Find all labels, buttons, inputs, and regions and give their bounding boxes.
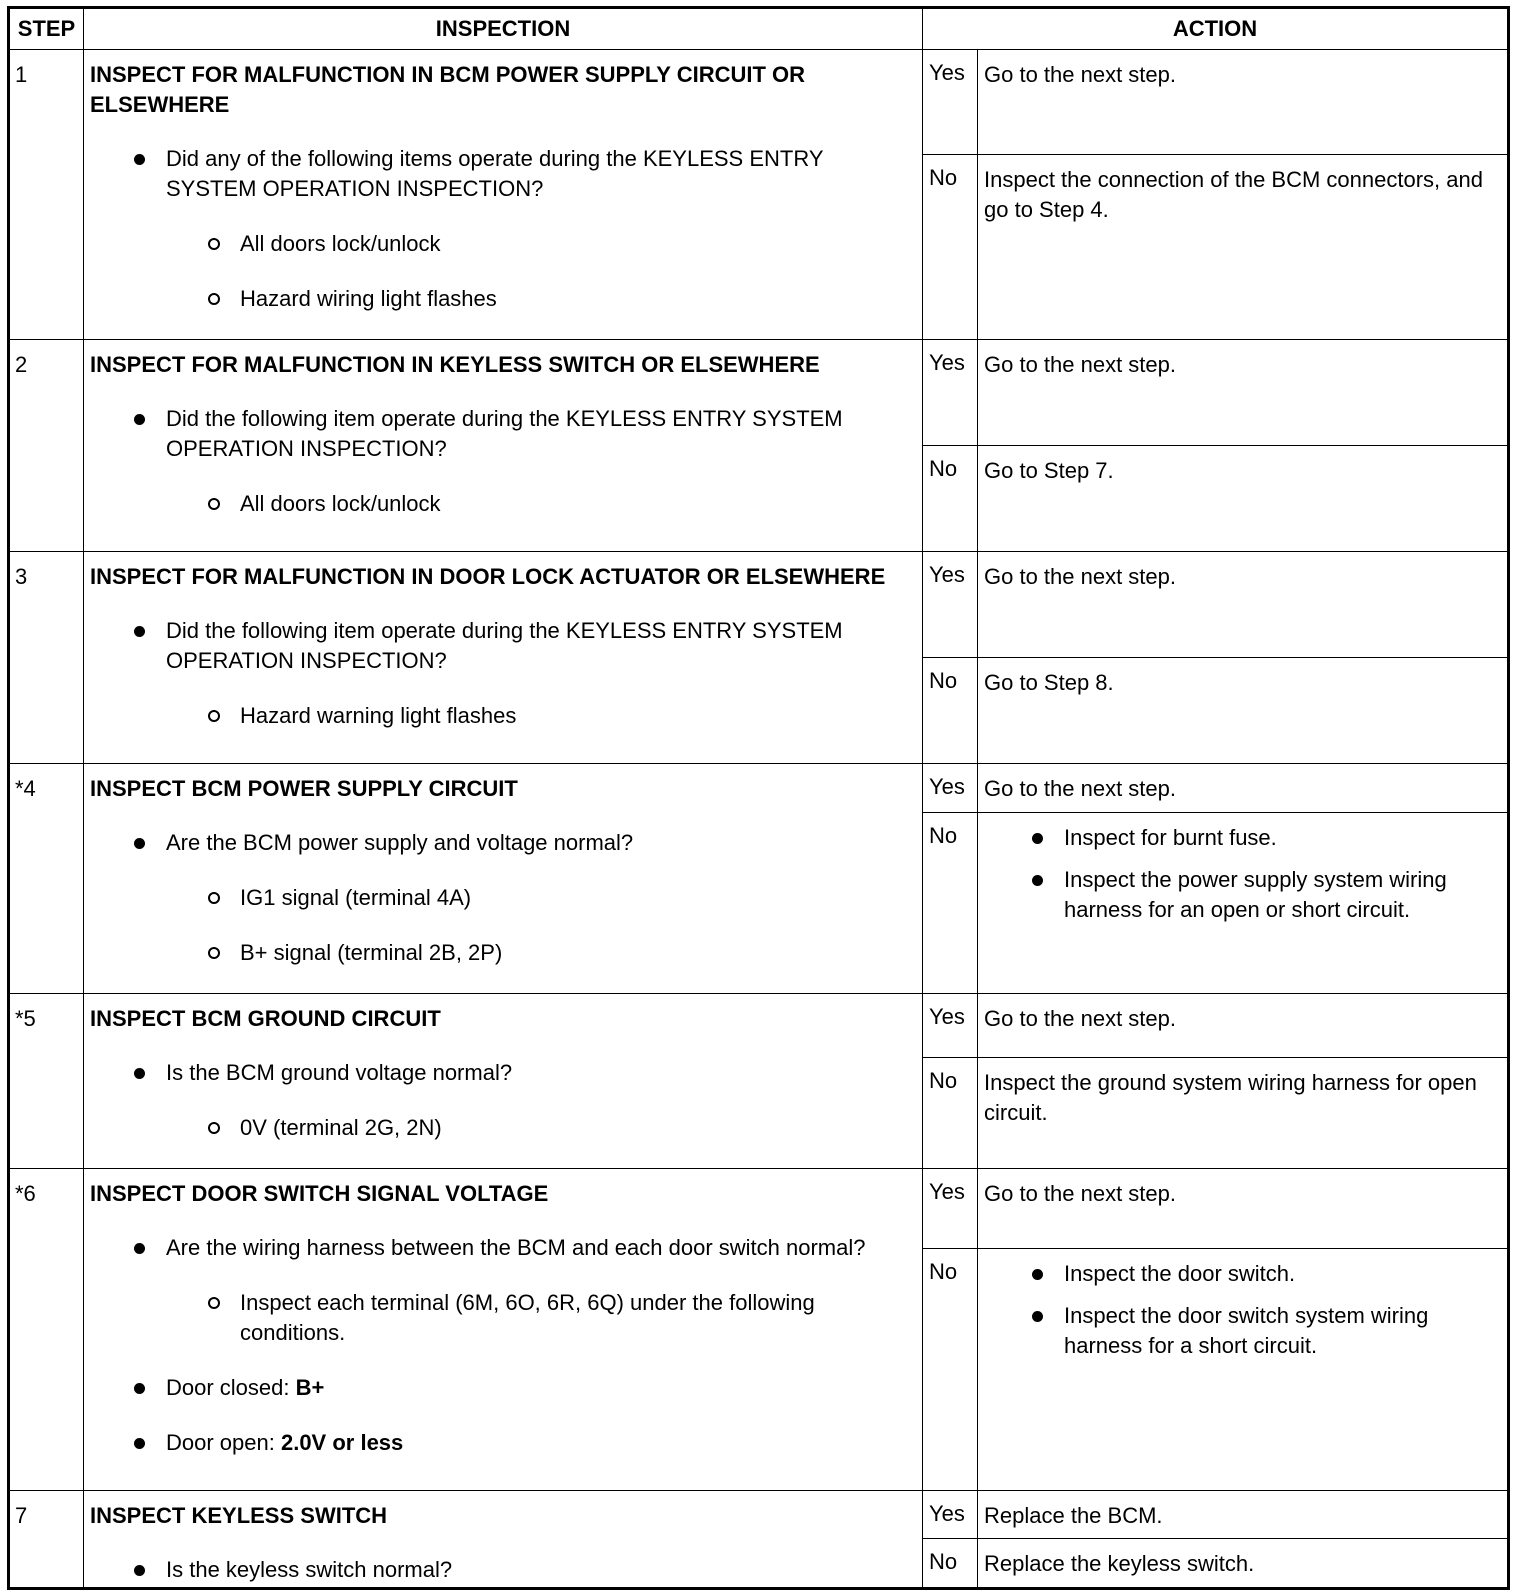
no-label: No [923,1249,978,1491]
inspection-question: Are the BCM power supply and voltage normal? [166,828,908,858]
yes-label: Yes [923,50,978,155]
no-label: No [923,658,978,764]
inspection-cell [84,50,923,340]
condition-door-closed [166,1373,908,1403]
yes-action: Go to the next step. [978,340,1509,446]
yes-action: Go to the next step. [978,1169,1509,1249]
yes-label: Yes [923,1491,978,1539]
inspection-subitem: Hazard wiring light flashes [240,284,908,314]
inspection-cell [84,764,923,994]
inspection-cell [84,994,923,1169]
table-row [9,1169,1509,1249]
yes-label: Yes [923,1169,978,1249]
yes-action: Go to the next step. [978,764,1509,813]
step-number: *5 [9,994,84,1169]
no-action: Inspect the connection of the BCM connectors, and go to Step 4. [978,155,1509,340]
no-action: Go to Step 8. [978,658,1509,764]
header-inspection: INSPECTION [84,8,923,50]
inspection-cell [84,1169,923,1491]
step-number: 3 [9,552,84,764]
no-label: No [923,155,978,340]
condition-value: B+ [295,1375,325,1400]
no-action [978,812,1509,993]
yes-action: Replace the BCM. [978,1491,1509,1539]
yes-action: Go to the next step. [978,50,1509,155]
no-action: Replace the keyless switch. [978,1539,1509,1589]
no-action-bullet: Inspect for burnt fuse. [1064,823,1503,853]
inspection-title: INSPECT BCM POWER SUPPLY CIRCUIT [90,776,518,801]
no-action: Inspect the ground system wiring harness for open circuit. [978,1058,1509,1169]
inspection-subitem: IG1 signal (terminal 4A) [240,883,908,913]
no-action: Go to Step 7. [978,446,1509,552]
step-number: *4 [9,764,84,994]
table-header-row [9,8,1509,50]
inspection-question: Is the keyless switch normal? [166,1555,908,1585]
yes-label: Yes [923,552,978,658]
no-action-bullet: Inspect the door switch system wiring harness for a short circuit. [1064,1301,1503,1361]
inspection-cell [84,1491,923,1589]
table-row [9,764,1509,813]
no-label: No [923,1058,978,1169]
inspection-title: INSPECT BCM GROUND CIRCUIT [90,1006,441,1031]
header-step: STEP [9,8,84,50]
inspection-subitem: Inspect each terminal (6M, 6O, 6R, 6Q) under the following conditions. [240,1288,908,1348]
header-action: ACTION [923,8,1509,50]
inspection-cell [84,552,923,764]
condition-label: Door closed: [166,1375,296,1400]
inspection-question: Did any of the following items operate during the KEYLESS ENTRY SYSTEM OPERATION INSPECTION? [166,144,908,204]
inspection-cell [84,340,923,552]
yes-label: Yes [923,994,978,1058]
inspection-question: Did the following item operate during the KEYLESS ENTRY SYSTEM OPERATION INSPECTION? [166,404,908,464]
condition-label: Door open: [166,1430,281,1455]
table-row [9,50,1509,155]
no-action-bullet: Inspect the door switch. [1064,1259,1503,1289]
inspection-title: INSPECT FOR MALFUNCTION IN DOOR LOCK ACTUATOR OR ELSEWHERE [90,564,886,589]
inspection-question: Is the BCM ground voltage normal? [166,1058,908,1088]
inspection-subitem: B+ signal (terminal 2B, 2P) [240,938,908,968]
inspection-subitem: All doors lock/unlock [240,229,908,259]
inspection-title: INSPECT DOOR SWITCH SIGNAL VOLTAGE [90,1181,549,1206]
no-action [978,1249,1509,1491]
condition-value: 2.0V or less [280,1430,404,1455]
condition-door-open [166,1428,908,1458]
no-label: No [923,1539,978,1589]
table-row [9,552,1509,658]
inspection-subitem: Hazard warning light flashes [240,701,908,731]
step-number: 1 [9,50,84,340]
inspection-question: Are the wiring harness between the BCM and each door switch normal? [166,1233,908,1263]
yes-label: Yes [923,340,978,446]
inspection-title: INSPECT KEYLESS SWITCH [90,1503,388,1528]
inspection-title: INSPECT FOR MALFUNCTION IN BCM POWER SUPPLY CIRCUIT OR ELSEWHERE [90,62,806,117]
step-number: *6 [9,1169,84,1491]
yes-action: Go to the next step. [978,994,1509,1058]
step-number: 2 [9,340,84,552]
no-action-bullet: Inspect the power supply system wiring harness for an open or short circuit. [1064,865,1503,925]
yes-label: Yes [923,764,978,813]
inspection-subitem: 0V (terminal 2G, 2N) [240,1113,908,1143]
yes-action: Go to the next step. [978,552,1509,658]
no-label: No [923,446,978,552]
inspection-subitem: All doors lock/unlock [240,489,908,519]
inspection-title: INSPECT FOR MALFUNCTION IN KEYLESS SWITCH OR ELSEWHERE [90,352,820,377]
no-label: No [923,812,978,993]
step-number: 7 [9,1491,84,1589]
diagnostic-table [7,6,1510,1590]
inspection-question: Did the following item operate during the KEYLESS ENTRY SYSTEM OPERATION INSPECTION? [166,616,908,676]
table-row [9,340,1509,446]
table-row [9,994,1509,1058]
table-row [9,1491,1509,1539]
